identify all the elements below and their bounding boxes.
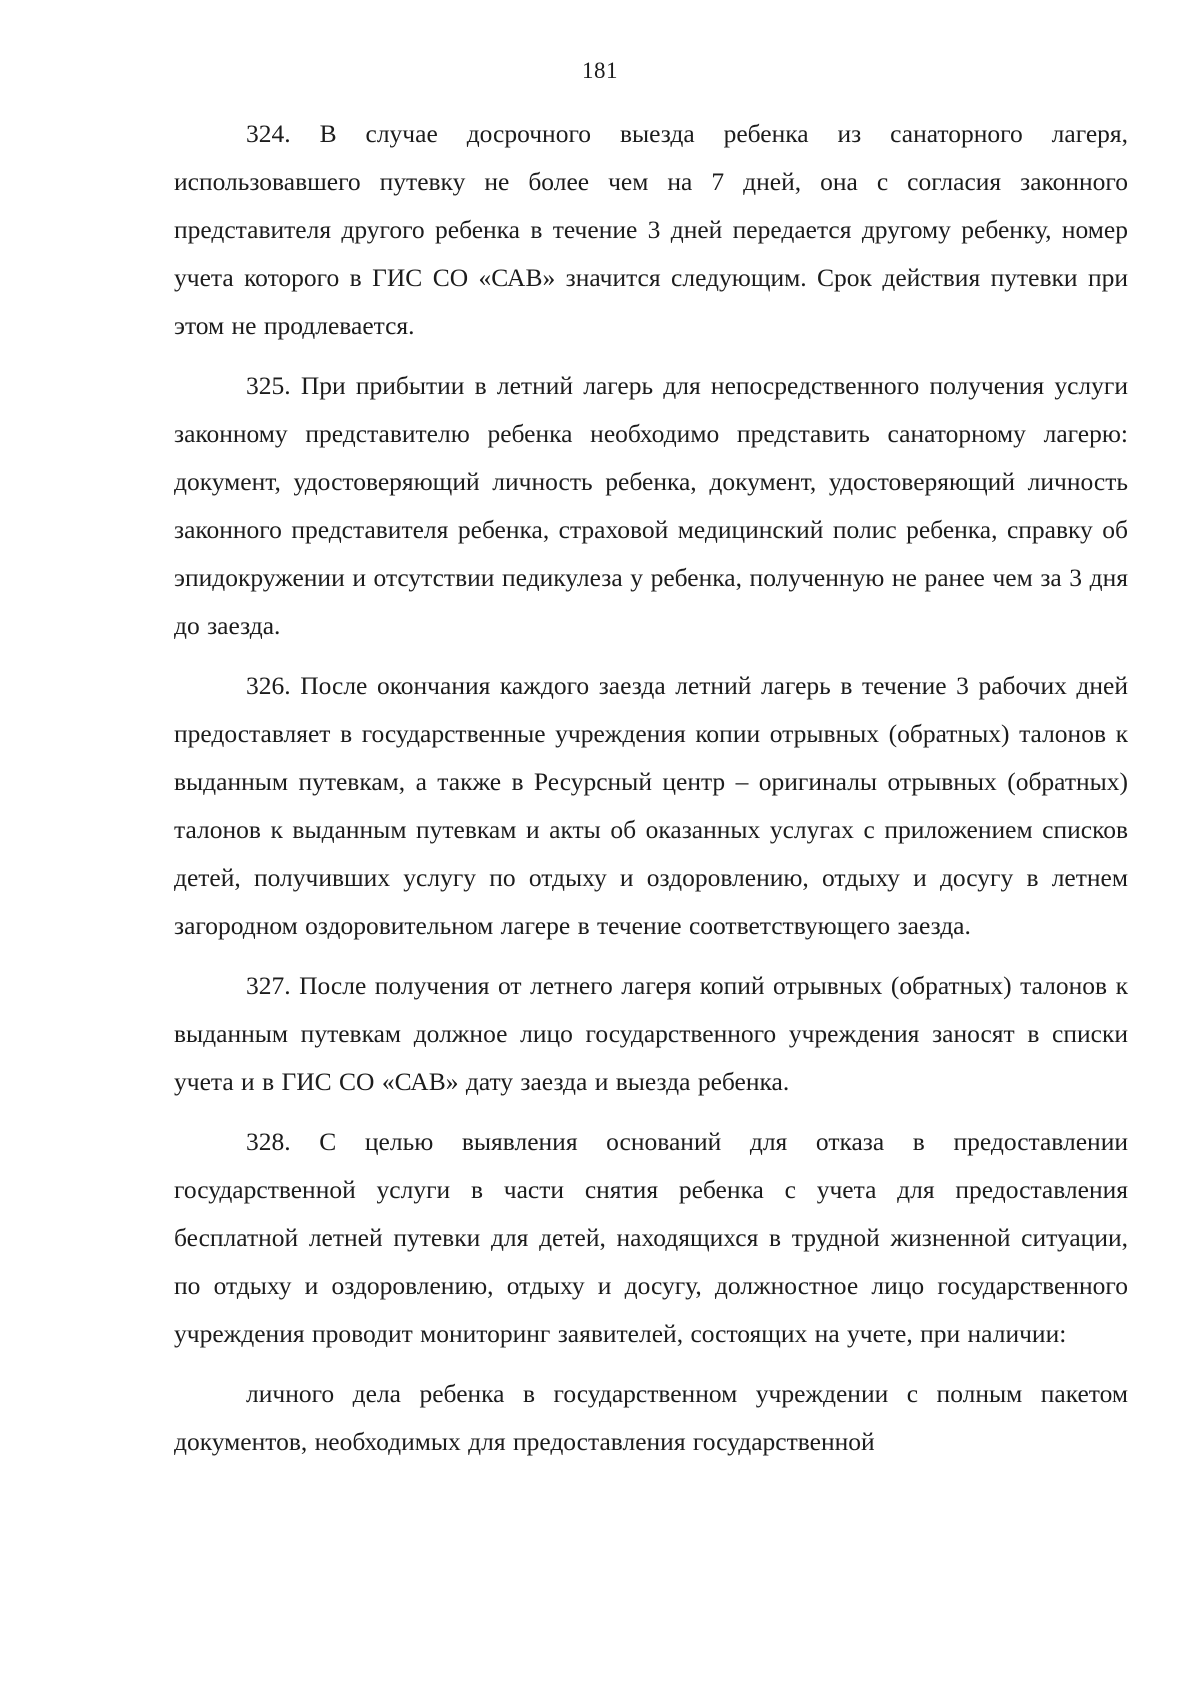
paragraph-324: 324. В случае досрочного выезда ребенка из санаторного лагеря, использовавшего путевку не более чем на 7 дней, она с согласия законного представителя другого ребенка в течение 3 дней передается другому ребенку, номер учета которого в ГИС СО «САВ» значится следующим. Срок действия путевки при этом не продлевается. [174, 119, 1128, 340]
paragraph-326: 326. После окончания каждого заезда летний лагерь в течение 3 рабочих дней предоставляет в государственные учреждения копии отрывных (обратных) талонов к выданным путевкам, а также в Ресурсный центр – оригиналы отрывных (обратных) талонов к выданным путевкам и акты об оказанных услугах с приложением списков детей, получивших услугу по отдыху и оздоровлению, отдыху и досугу в летнем загородном оздоровительном лагере в течение соответствующего заезда. [174, 671, 1128, 940]
paragraph-328: 328. С целью выявления оснований для отказа в предоставлении государственной услуги в части снятия ребенка с учета для предоставления бесплатной летней путевки для детей, находящихся в трудной жизненной ситуации, по отдыху и оздоровлению, отдыху и досугу, должностное лицо государственного учреждения проводит мониторинг заявителей, состоящих на учете, при наличии: [174, 1127, 1128, 1348]
paragraph-327: 327. После получения от летнего лагеря копий отрывных (обратных) талонов к выданным путевкам должное лицо государственного учреждения заносят в списки учета и в ГИС СО «САВ» дату заезда и выезда ребенка. [174, 971, 1128, 1096]
page-number: 181 [582, 58, 618, 83]
paragraph-328-item: личного дела ребенка в государственном учреждении с полным пакетом документов, необходимых для предоставления государственной [174, 1379, 1128, 1456]
paragraph-325: 325. При прибытии в летний лагерь для непосредственного получения услуги законному представителю ребенка необходимо представить санаторному лагерю: документ, удостоверяющий личность ребенка, документ, удостоверяющий личность законного представителя ребенка, страховой медицинский полис ребенка, справку об эпидокружении и отсутствии педикулеза у ребенка, полученную не ранее чем за 3 дня до заезда. [174, 371, 1128, 640]
document-body [174, 110, 1128, 1466]
